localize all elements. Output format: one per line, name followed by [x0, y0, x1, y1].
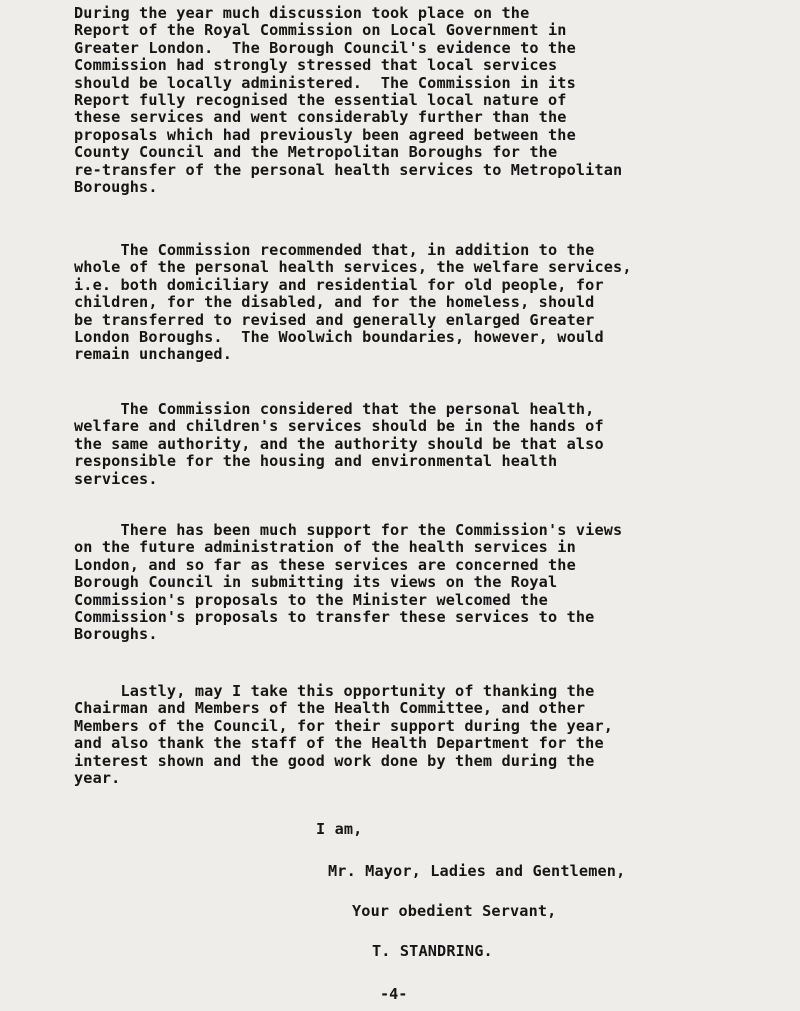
text-line: year. [74, 769, 121, 788]
closing-sign-off: Your obedient Servant, [352, 902, 557, 920]
text-line: should be locally administered. The Commission in its [74, 73, 576, 92]
text-line: proposals which had previously been agreed between the [74, 125, 576, 144]
text-line: services. [74, 469, 158, 488]
text-line: Commission's proposals to transfer these services to the [74, 608, 595, 627]
text-line: responsible for the housing and environmental health [74, 452, 558, 471]
text-line: London Boroughs. The Woolwich boundaries, however, would [74, 328, 604, 347]
text-line: Boroughs. [74, 625, 158, 644]
text-line: i.e. both domiciliary and residential for old people, for [74, 275, 604, 294]
text-line: Report of the Royal Commission on Local Government in [74, 21, 567, 40]
text-line: on the future administration of the health services in [74, 538, 576, 557]
text-line: Chairman and Members of the Health Committee, and other [74, 699, 586, 718]
text-line: welfare and children's services should be in the hands of [74, 417, 604, 436]
text-line: and also thank the staff of the Health Department for the [74, 734, 604, 753]
text-line: During the year much discussion took place on the [74, 4, 530, 22]
closing-salutation: Mr. Mayor, Ladies and Gentlemen, [328, 862, 626, 880]
text-line: Boroughs. [74, 178, 158, 197]
paragraph-royal-commission-report [74, 5, 794, 196]
text-line: the same authority, and the authority should be that also [74, 434, 604, 453]
text-line: The Commission considered that the personal health, [74, 400, 595, 418]
closing-i-am: I am, [316, 820, 363, 838]
text-line: There has been much support for the Commission's views [74, 521, 623, 539]
text-line: Greater London. The Borough Council's evidence to the [74, 38, 576, 57]
text-line: children, for the disabled, and for the homeless, should [74, 293, 595, 312]
text-line: whole of the personal health services, the welfare services, [74, 258, 632, 277]
text-line: Commission's proposals to the Minister welcomed the [74, 590, 548, 609]
page-number: -4- [380, 985, 408, 1003]
text-line: Report fully recognised the essential local nature of [74, 91, 567, 110]
paragraph-thanks [74, 683, 794, 787]
text-line: London, and so far as these services are concerned the [74, 555, 576, 574]
text-line: re-transfer of the personal health services to Metropolitan [74, 160, 623, 179]
text-line: Commission had strongly stressed that local services [74, 56, 558, 75]
text-line: be transferred to revised and generally enlarged Greater [74, 310, 595, 329]
text-line: these services and went considerably further than the [74, 108, 567, 127]
text-line: Lastly, may I take this opportunity of thanking the [74, 682, 595, 700]
text-line: Borough Council in submitting its views on the Royal [74, 573, 558, 592]
text-line: The Commission recommended that, in addition to the [74, 241, 595, 259]
paragraph-support-for-views [74, 522, 794, 644]
text-line: County Council and the Metropolitan Boroughs for the [74, 143, 558, 162]
text-line: Members of the Council, for their support during the year, [74, 716, 614, 735]
signature-name: T. STANDRING. [372, 942, 493, 960]
text-line: interest shown and the good work done by them during the [74, 751, 595, 770]
paragraph-same-authority [74, 401, 794, 488]
paragraph-commission-recommendations [74, 242, 794, 364]
text-line: remain unchanged. [74, 345, 232, 364]
